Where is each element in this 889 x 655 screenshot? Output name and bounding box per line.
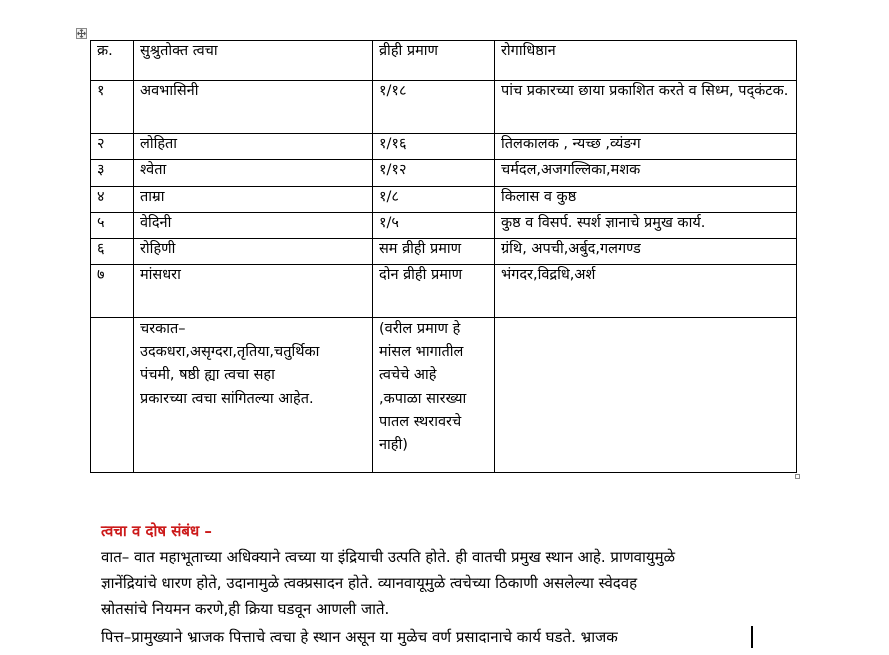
move-arrows-icon <box>77 29 86 38</box>
note-line: नाही) <box>379 436 408 453</box>
cell-disease-site: कुष्ठ व विसर्प. स्पर्श ज्ञानाचे प्रमुख कार्य. <box>495 213 797 239</box>
cell-measure: सम व्रीही प्रमाण <box>373 239 495 265</box>
cell-measure: १/५ <box>373 213 495 239</box>
table-row <box>91 265 797 318</box>
section-heading: त्वचा व दोष संबंध – <box>101 522 212 540</box>
cell-serial: ६ <box>91 239 134 265</box>
skin-layers-table <box>90 40 797 473</box>
table-header-row <box>91 41 797 81</box>
table-note-row <box>91 318 797 473</box>
cell-disease-site-empty <box>495 318 797 473</box>
table-row <box>91 160 797 187</box>
cell-disease-site: ग्रंथि, अपची,अर्बुद,गलगण्ड <box>495 239 797 265</box>
table-row <box>91 81 797 134</box>
note-line: ,कपाळा सारख्या <box>379 390 467 407</box>
cell-disease-site: भंगदर,विद्रधि,अर्श <box>495 265 797 318</box>
cell-measure: १/८ <box>373 187 495 213</box>
cell-measure: १/१८ <box>373 81 495 134</box>
cell-disease-site: तिलकालक , न्यच्छ ,व्यंङग <box>495 134 797 160</box>
cell-disease-site: किलास व कुष्ठ <box>495 187 797 213</box>
header-skin-layer: सुश्रुतोक्त त्वचा <box>134 41 373 81</box>
cell-serial: ७ <box>91 265 134 318</box>
measure-note-cell <box>373 318 495 473</box>
charaka-note-cell <box>134 318 373 473</box>
header-measure: व्रीही प्रमाण <box>373 41 495 81</box>
note-line: चरकात– <box>140 321 186 337</box>
cell-disease-site: पांच प्रकारच्या छाया प्रकाशित करते व सिध्म, पद्कंटक. <box>495 81 797 134</box>
note-line: त्वचेचे आहे <box>379 367 437 384</box>
cell-serial: ५ <box>91 213 134 239</box>
cell-serial: ३ <box>91 160 134 187</box>
header-disease-site: रोगाधिष्ठान <box>495 41 797 81</box>
paragraph-line: स्रोतसांचे नियमन करणे,ही क्रिया घडवून आणली जाते. <box>101 600 390 618</box>
note-line: प्रकारच्या त्वचा सांगितल्या आहेत. <box>140 390 314 407</box>
table-row <box>91 134 797 160</box>
cell-serial: ४ <box>91 187 134 213</box>
note-line: मांसल भागातील <box>379 344 464 361</box>
cell-measure: दोन व्रीही प्रमाण <box>373 265 495 318</box>
header-serial: क्र. <box>91 41 134 81</box>
note-line: उदकधरा,असृग्दरा,तृतिया,चतुर्थिका <box>140 344 320 361</box>
text-cursor <box>751 626 753 648</box>
cell-skin-layer: मांसधरा <box>134 265 373 318</box>
note-line: पातल स्थरावरचे <box>379 413 462 430</box>
pitta-paragraph <box>101 624 801 650</box>
cell-measure: १/१२ <box>373 160 495 187</box>
cell-skin-layer: अवभासिनी <box>134 81 373 134</box>
vata-paragraph <box>101 544 801 622</box>
cell-skin-layer: वेदिनी <box>134 213 373 239</box>
paragraph-line: ज्ञानेंद्रियांचे धारण होते, उदानामुळे त्वक्प्रसादन होते. व्यानवायूमुळे त्वचेच्या ठिकाणी असलेल्या स्वेदवह <box>101 574 638 592</box>
cell-skin-layer: श्वेता <box>134 160 373 187</box>
table-move-handle[interactable] <box>76 28 87 39</box>
table-row <box>91 239 797 265</box>
cut-off-text-line <box>101 650 801 655</box>
table-row <box>91 187 797 213</box>
note-line: पंचमी, षष्ठी ह्या त्वचा सहा <box>140 367 275 384</box>
table-resize-handle[interactable] <box>795 474 800 479</box>
cell-serial: २ <box>91 134 134 160</box>
cell-serial-empty <box>91 318 134 473</box>
cell-skin-layer: ताम्रा <box>134 187 373 213</box>
cell-skin-layer: लोहिता <box>134 134 373 160</box>
table-row <box>91 213 797 239</box>
cell-serial: १ <box>91 81 134 134</box>
paragraph-line: पित्त–प्रामुख्याने भ्राजक पित्ताचे त्वचा हे स्थान असून या मुळेच वर्ण प्रसादानाचे कार्य घडते. भ्राजक <box>101 628 618 646</box>
cell-disease-site: चर्मदल,अजगल्लिका,मशक <box>495 160 797 187</box>
paragraph-line: वात– वात महाभूताच्या अधिक्याने त्वच्या या इंद्रियाची उत्पति होते. ही वातची प्रमुख स्थान आहे. प्राणवायुमुळे <box>101 548 675 566</box>
note-line: (वरील प्रमाण हे <box>379 321 461 337</box>
cell-skin-layer: रोहिणी <box>134 239 373 265</box>
cell-measure: १/१६ <box>373 134 495 160</box>
